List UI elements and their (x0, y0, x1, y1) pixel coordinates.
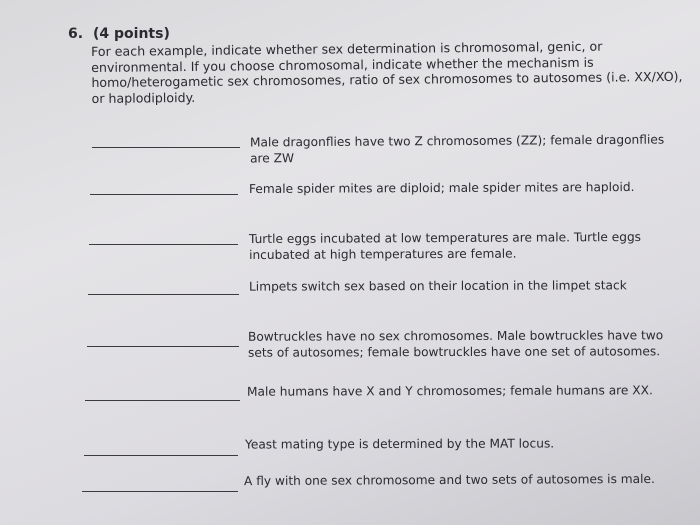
statement-line: sets of autosomes; female bowtruckles have one set of autosomes. (248, 344, 661, 360)
item-statement (249, 277, 627, 294)
statement-line: Turtle eggs incubated at low temperatures are male. Turtle eggs (248, 229, 642, 247)
answer-blank[interactable] (88, 294, 239, 295)
statement-line: A fly with one sex chromosome and two sets of autosomes is male. (243, 471, 655, 489)
answer-blank[interactable] (82, 491, 238, 492)
answer-blank[interactable] (87, 346, 239, 347)
statement-line: Bowtruckles have no sex chromosomes. Male bowtruckles have two (247, 328, 664, 344)
question-points: (4 points) (93, 26, 170, 42)
item-statement (249, 229, 641, 263)
answer-blank[interactable] (84, 455, 238, 456)
instruction-line: For each example, indicate whether sex determination is chromosomal, genic, or (91, 38, 603, 59)
instruction-line: homo/heterogametic sex chromosomes, ratio of sex chromosomes to autosomes (i.e. XX/XO), (91, 68, 683, 90)
statement-line: Female spider mites are diploid; male spider mites are haploid. (248, 179, 635, 197)
answer-blank[interactable] (92, 147, 240, 148)
answer-blank[interactable] (89, 244, 238, 245)
statement-line: Male humans have X and Y chromosomes; female humans are XX. (246, 383, 653, 399)
answer-blank[interactable] (85, 400, 240, 401)
statement-line: Male dragonflies have two Z chromosomes (ZZ); female dragonflies (249, 132, 665, 150)
question-number: 6. (68, 26, 84, 42)
item-statement (248, 327, 663, 360)
item-statement (247, 382, 653, 399)
item-statement (245, 435, 554, 452)
answer-blank[interactable] (90, 194, 238, 195)
statement-line: Yeast mating type is determined by the MAT locus. (244, 436, 555, 452)
statement-line: are ZW (250, 151, 295, 166)
item-statement (249, 179, 635, 197)
item-statement (244, 471, 655, 489)
statement-line: incubated at high temperatures are female. (249, 246, 517, 263)
question-instructions (91, 38, 683, 106)
instruction-line: or haplodiploidy. (91, 89, 196, 106)
item-statement (250, 132, 664, 167)
instruction-line: environmental. If you choose chromosomal, indicate whether the mechanism is (91, 54, 594, 75)
statement-line: Limpets switch sex based on their location in the limpet stack (248, 278, 627, 294)
